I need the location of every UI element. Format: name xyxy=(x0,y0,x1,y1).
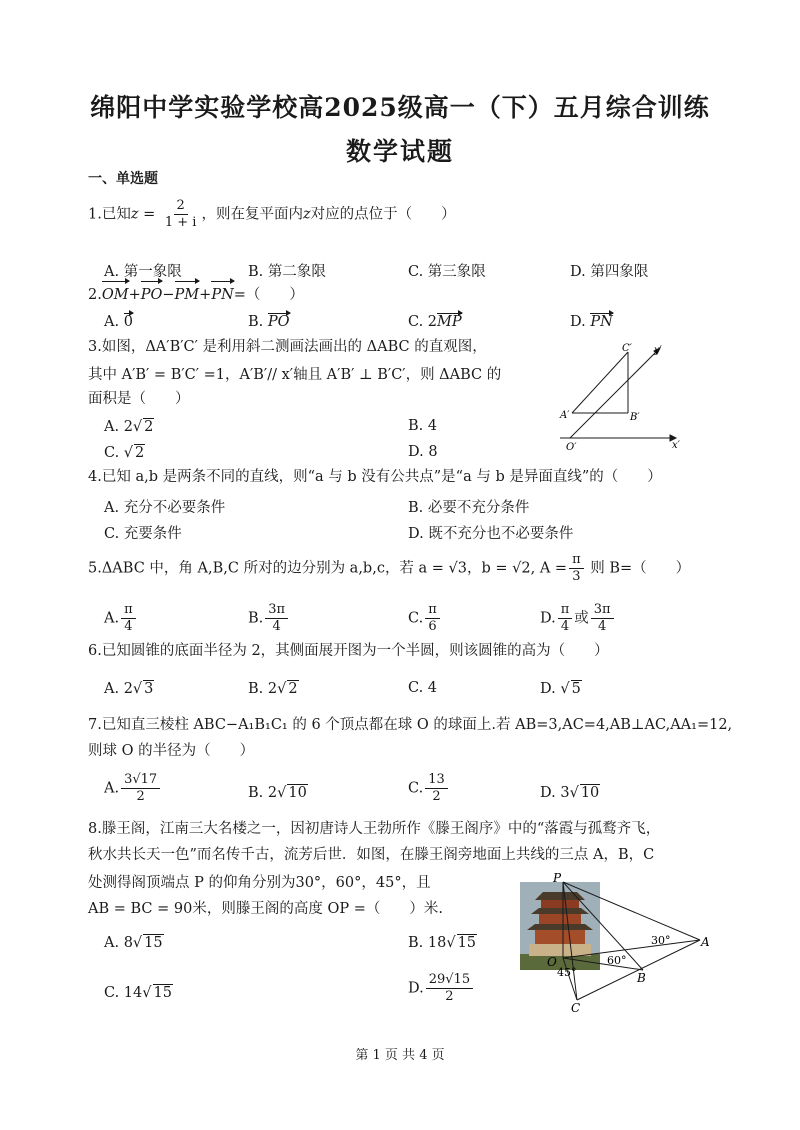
segment-a-c xyxy=(572,352,628,413)
q2-option-a: A. 0 xyxy=(104,314,133,330)
label-o: O′ xyxy=(566,442,577,453)
label-o: O xyxy=(547,955,557,969)
q8-option-b: B. 18√ 15 xyxy=(408,935,477,951)
q3-option-c: C. √ 2 xyxy=(104,445,145,461)
question-2: 2.OM+PO−PM+PN=（ ） xyxy=(88,282,304,308)
q3-option-d: D. 8 xyxy=(408,444,438,460)
q7-option-c: C. $\frac{13}{2}$ xyxy=(408,772,450,805)
q2-option-b: B. PO xyxy=(248,314,290,330)
q3-option-b: B. 4 xyxy=(408,418,438,434)
q5-option-a: A. $\frac{\pi}{4}$ xyxy=(104,602,138,635)
question-1: 1.已知z = $\frac{2}{1 + i}$ ，则在复平面内z对应的点位于（ ） xyxy=(88,198,456,230)
question-6: 6.已知圆锥的底面半径为 2，其侧面展开图为一个半圆，则该圆锥的高为（ ） xyxy=(88,643,609,659)
label-a: A xyxy=(701,935,710,949)
q6-option-d: D. √ 5 xyxy=(540,681,581,697)
q1-option-d: D. 第四象限 xyxy=(570,264,649,280)
question-8-line-3: 处测得阁顶端点 P 的仰角分别为30°，60°，45°，且 xyxy=(88,875,431,891)
label-a: A′ xyxy=(560,410,570,421)
q7-option-b: B. 2√ 10 xyxy=(248,785,307,801)
q8-pavilion-figure xyxy=(515,870,715,1020)
q8-option-d: D. $\frac{29√15}{2}$ xyxy=(408,972,475,1005)
q6-option-b: B. 2√ 2 xyxy=(248,681,298,697)
question-8-line-4: AB = BC = 90米，则滕王阁的高度 OP =（ ）米. xyxy=(88,901,443,917)
section-label: 一、单选题 xyxy=(88,171,158,187)
q7-option-a: A. $\frac{3√17}{2}$ xyxy=(104,772,162,805)
q2-option-c: C. 2MP xyxy=(408,314,462,330)
q8-option-c: C. 14√ 15 xyxy=(104,985,172,1001)
q2-option-d: D. PN xyxy=(570,314,613,330)
exam-title: 绵阳中学实验学校高2025级高一（下）五月综合训练 xyxy=(90,93,710,122)
angle-60-label: 60° xyxy=(607,954,627,967)
q7-option-d: D. 3√ 10 xyxy=(540,785,600,801)
question-7-line-2: 则球 O 的半径为（ ） xyxy=(88,743,255,759)
exam-subtitle: 数学试题 xyxy=(345,137,454,166)
q8-option-a: A. 8√ 15 xyxy=(104,935,163,951)
q5-option-d: D. $\frac{\pi}{4}$ 或 $\frac{3\pi}{4}$ xyxy=(540,602,616,635)
q4-option-a: A. 充分不必要条件 xyxy=(104,500,226,516)
page-footer: 第 1 页 共 4 页 xyxy=(355,1048,445,1063)
question-8-line-2: 秋水共长天一色”而名传千古，流芳后世．如图，在滕王阁旁地面上共线的三点 A，B，C xyxy=(88,847,655,863)
angle-45-label: 45° xyxy=(557,966,577,979)
question-4: 4.已知 a,b 是两条不同的直线，则“a 与 b 没有公共点”是“a 与 b 是异面直线”的（ ） xyxy=(88,469,662,485)
q4-option-b: B. 必要不充分条件 xyxy=(408,500,530,516)
q4-option-c: C. 充要条件 xyxy=(104,526,182,542)
label-x: x′ xyxy=(672,440,680,451)
q6-option-c: C. 4 xyxy=(408,680,438,696)
label-y: y′ xyxy=(654,345,662,356)
angle-30-label: 30° xyxy=(651,934,671,947)
question-7-line-1: 7.已知直三棱柱 ABC−A₁B₁C₁ 的 6 个顶点都在球 O 的球面上.若 AB=3,AC=4,AB⊥AC,AA₁=12, xyxy=(88,717,733,733)
question-3-line-1: 3.如图，ΔA′B′C′ 是利用斜二测画法画出的 ΔABC 的直观图， xyxy=(88,339,487,355)
q3-oblique-figure xyxy=(550,340,680,455)
question-3-line-2: 其中 A′B′ = B′C′ =1，A′B′// x′轴且 A′B′ ⊥ B′C′，则 ΔABC 的 xyxy=(88,367,502,383)
q4-option-d: D. 既不充分也不必要条件 xyxy=(408,526,574,542)
label-b: B′ xyxy=(630,412,640,423)
y-axis-line xyxy=(570,350,658,438)
q1-option-c: C. 第三象限 xyxy=(408,264,486,280)
question-3-line-3: 面积是（ ） xyxy=(88,391,190,407)
q5-option-c: C. $\frac{\pi}{6}$ xyxy=(408,602,442,635)
q1-option-a: A. 第一象限 xyxy=(104,264,182,280)
q1-fraction: $\frac{2}{1 + i}$ xyxy=(164,198,197,230)
label-c: C xyxy=(571,1001,581,1015)
q1-option-b: B. 第二象限 xyxy=(248,264,326,280)
question-8-line-1: 8.滕王阁，江南三大名楼之一，因初唐诗人王勃所作《滕王阁序》中的“落霞与孤鹜齐飞， xyxy=(88,821,661,837)
label-p: P xyxy=(553,871,562,885)
q3-option-a: A. 2√ 2 xyxy=(104,419,154,435)
label-b: B xyxy=(637,971,646,985)
label-c: C′ xyxy=(622,343,632,354)
q5-option-b: B. $\frac{3\pi}{4}$ xyxy=(248,602,290,635)
question-5: 5.ΔABC 中，角 A,B,C 所对的边分别为 a,b,c，若 a = √3，b = √2, A = $\frac{\pi}{3}$ 则 B=（ ） xyxy=(88,552,691,584)
q6-option-a: A. 2√ 3 xyxy=(104,681,154,697)
